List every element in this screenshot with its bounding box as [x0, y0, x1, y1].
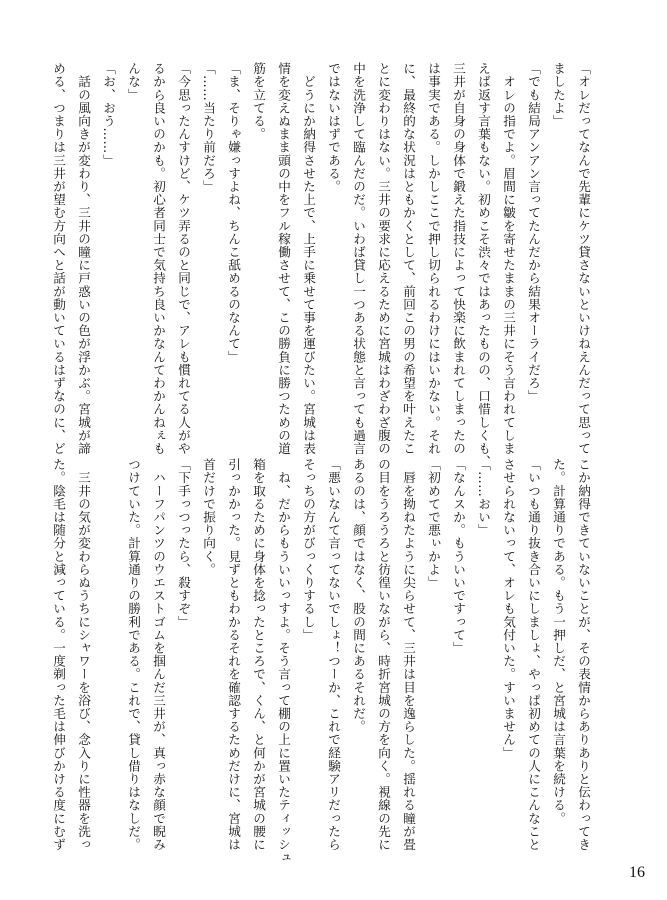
text-line: 中を洗浄して臨んだのだ。いわば貸し一つある状態と言っても過言: [351, 62, 366, 455]
text-block-upper: [51, 62, 596, 469]
text-line: こか納得できていないことが、その表情からありありと伝わってき: [576, 458, 591, 851]
text-line: させられないって、オレも気付いた。すいません」: [501, 458, 516, 760]
text-line: ましたよ」: [551, 62, 566, 128]
text-line: ではないはずである。: [326, 62, 341, 193]
text-line: 唇を拗ねたように尖らせて、三井は目を逸らした。揺れる瞳が畳: [401, 458, 416, 851]
text-line: 「……おい」: [476, 458, 491, 537]
text-line: める、つまりは三井が望む方向へと話が動いているはずなのに、ど: [51, 62, 66, 455]
text-line: 三井が自身の身体で鍛えた指技によって快楽に飲まれてしまったの: [451, 62, 466, 455]
text-line: 情を変えぬまま頭の中をフル稼働させて、この勝負に勝つための道: [276, 62, 291, 455]
text-line: 「いつも通り抜き合いにしましょ、やっぱ初めての人にこんなこと: [526, 458, 541, 851]
text-block-lower: [51, 458, 596, 865]
text-line: 「下手っつったら、殺すぞ」: [176, 458, 191, 629]
text-line: 箱を取るために身体を捻ったところで、くん、と何かが宮城の腰に: [251, 458, 266, 851]
text-line: 話の風向きが変わり、三井の瞳に戸惑いの色が浮かぶ。宮城が諦: [76, 62, 91, 455]
text-line: は事実である。しかしここで押し切られるわけにはいかない。それ: [426, 62, 441, 455]
text-line: に、最終的な状況はともかくとして、前回この男の希望を叶えたこ: [401, 62, 416, 455]
text-line: た。計算通りである。もう一押しだ、と宮城は言葉を続ける。: [551, 458, 566, 825]
text-line: ハーフパンツのウエストゴムを掴んだ三井が、真っ赤な顔で睨み: [151, 458, 166, 851]
text-line: あるのは、顔ではなく、股の間にあるそれだ。: [351, 458, 366, 734]
text-line: 筋を立てる。: [251, 62, 266, 141]
text-line: どうにか納得させた上で、上手に乗せて事を運びたい。宮城は表: [301, 62, 316, 455]
text-line: ね、だからもういいっすよ。そう言って棚の上に置いたティッシュ: [276, 458, 291, 865]
text-line: 「悪いなんて言ってないでしょ！つーか、これで経験アリだったら: [326, 458, 341, 851]
text-line: 三井の気が変わらぬうちにシャワーを浴び、念入りに性器を洗っ: [76, 458, 91, 851]
text-line: んな」: [126, 62, 141, 102]
text-line: の目をうろうろと彷徨いながら、時折宮城の方を向く。視線の先に: [376, 458, 391, 851]
text-line: 「なんスか。もういいですって」: [451, 458, 466, 655]
text-line: [96, 458, 121, 850]
text-line: 「オレだってなんで先輩にケツ貸さないといけねえんだって思って: [576, 62, 591, 455]
text-line: 「今思ったんすけど、ケツ弄るのと同じで、アレも慣れてる人がや: [176, 62, 191, 455]
text-line: た。陰毛は随分と減っている。一度剃った毛は伸びかける度にむず: [51, 458, 66, 851]
text-line: つけていた。計算通りの勝利である。これで、貸し借りはなしだ。: [126, 458, 141, 851]
text-line: るから良いのかも。初心者同士で気持ち良いかなんてわかんねぇも: [151, 62, 166, 455]
text-line: 「……当たり前だろ」: [201, 62, 216, 193]
text-line: 「でも結局アンアン言ってたんだから結果オーライだろ」: [526, 62, 541, 403]
text-line: 「初めてで悪ぃかよ」: [426, 458, 441, 589]
text-line: そっちの方がびっくりするし」: [301, 458, 316, 642]
page-number: 16: [629, 864, 645, 881]
text-line: えば返す言葉もない。初めこそ渋々ではあったものの、口惜しくも、: [476, 62, 491, 469]
text-line: オレの指でよ。眉間に皺を寄せたままの三井にそう言われてしま: [501, 62, 516, 455]
text-line: とに変わりはない。三井の要求に応えるために宮城はわざわざ腹の: [376, 62, 391, 455]
text-line: 「ま、そりゃ嫌っすよね、ちんこ舐めるのなんて」: [226, 62, 241, 364]
text-line: 引っかかった。見ずともわかるそれを確認するためだけに、宮城は: [226, 458, 241, 851]
text-line: 「お、おう……」: [101, 62, 116, 167]
text-line: 首だけで振り向く。: [201, 458, 216, 576]
